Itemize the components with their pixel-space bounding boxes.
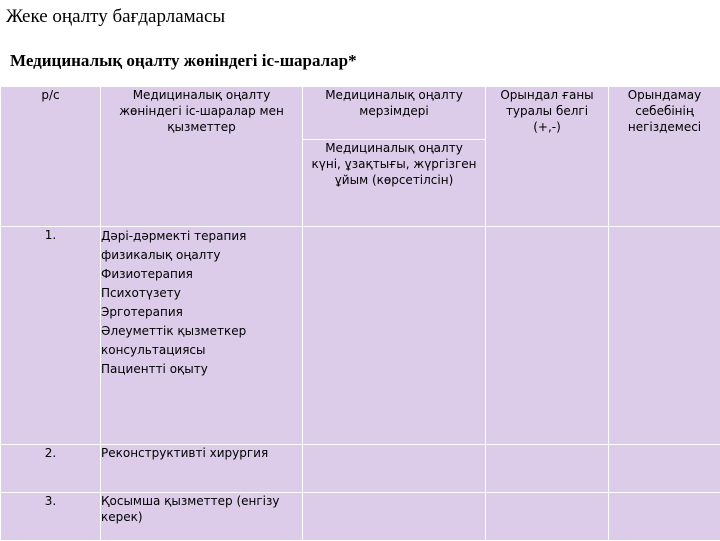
- document-title: Жеке оңалту бағдарламасы: [6, 5, 225, 29]
- empty-cell: [486, 227, 609, 445]
- header-done-mark: [486, 87, 609, 227]
- header-number: [1, 87, 101, 227]
- header-deadlines-label: Медициналық оңалту мерзімдері: [303, 87, 485, 119]
- activity-item: Дәрі-дәрмекті терапия: [101, 227, 302, 246]
- empty-cell: [303, 445, 486, 493]
- header-not-done-reason: [609, 87, 720, 227]
- empty-cell: [609, 227, 720, 445]
- activities-cell: [101, 227, 303, 445]
- header-number-label: р/с: [1, 87, 100, 103]
- row-number: 3.: [1, 493, 101, 541]
- activity-item: физикалық оңалту: [101, 246, 302, 265]
- header-not-done-reason-label: Орындамау себебінің негіздемесі: [609, 87, 720, 135]
- empty-cell: [609, 493, 720, 541]
- activity-item: Әлеуметтік қызметкер: [101, 322, 302, 341]
- section-heading: Медициналық оңалту жөніндегі іс-шаралар*: [10, 50, 357, 72]
- header-activities: [101, 87, 303, 227]
- activities-cell: Реконструктивті хирургия: [101, 445, 303, 493]
- activity-item: Пациентті оқыту: [101, 360, 302, 379]
- row-number: 2.: [1, 445, 101, 493]
- header-details-label: Медициналық оңалту күні, ұзақтығы, жүргізген ұйым (көрсетілсін): [303, 140, 485, 188]
- activity-item: Физиотерапия: [101, 265, 302, 284]
- activity-item: Эрготерапия: [101, 303, 302, 322]
- empty-cell: [609, 445, 720, 493]
- table-row: [1, 493, 720, 541]
- header-done-mark-label: Орындал ғаны туралы белгі (+,-): [486, 87, 608, 135]
- empty-cell: [486, 445, 609, 493]
- empty-cell: [303, 493, 486, 541]
- activity-item: Психотүзету: [101, 284, 302, 303]
- activities-cell: Қосымша қызметтер (енгізу керек): [101, 493, 303, 541]
- header-activities-label: Медициналық оңалту жөніндегі іс-шаралар мен қызметтер: [101, 87, 302, 135]
- empty-cell: [303, 227, 486, 445]
- row-number: 1.: [1, 227, 101, 445]
- activity-item: консультациясы: [101, 341, 302, 360]
- table-row: [1, 227, 720, 445]
- empty-cell: [486, 493, 609, 541]
- header-details: [303, 140, 486, 227]
- table-row: [1, 445, 720, 493]
- rehabilitation-table: [0, 86, 720, 541]
- header-deadlines: [303, 87, 486, 140]
